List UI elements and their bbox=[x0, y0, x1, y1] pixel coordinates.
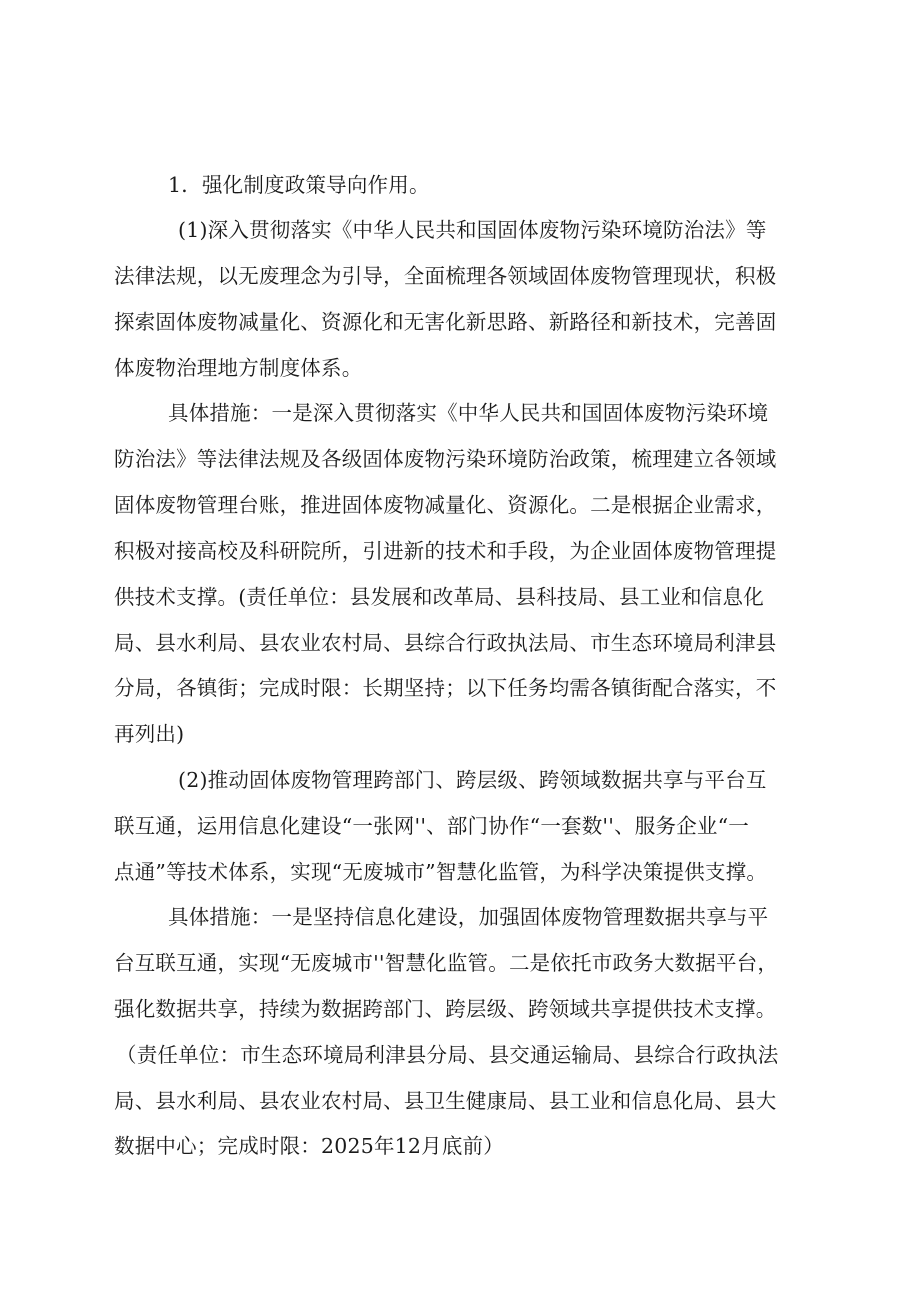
paragraph-line: 强化数据共享，持续为数据跨部门、跨层级、跨领域共享提供技术支撑。 bbox=[114, 997, 777, 1021]
paragraph-line: (2)推动固体废物管理跨部门、跨层级、跨领域数据共享与平台互 bbox=[178, 768, 767, 792]
paragraph-line: 联互通，运用信息化建设“一张网''、部门协作“一套数''、服务企业“一 bbox=[114, 814, 749, 838]
paragraph-line: 局、县水利局、县农业农村局、县卫生健康局、县工业和信息化局、县大 bbox=[114, 1089, 777, 1113]
paragraph-line: 法律法规，以无废理念为引导，全面梳理各领域固体废物管理现状，积极 bbox=[114, 264, 777, 288]
paragraph-line: 数据中心；完成时限：2025年12月底前） bbox=[114, 1134, 504, 1158]
section-heading: 1．强化制度政策导向作用。 bbox=[168, 173, 430, 197]
paragraph-line: 供技术支撑。(责任单位：县发展和改革局、县科技局、县工业和信息化 bbox=[114, 585, 764, 609]
paragraph-line: 具体措施：一是坚持信息化建设，加强固体废物管理数据共享与平 bbox=[168, 905, 769, 929]
paragraph-line: 具体措施：一是深入贯彻落实《中华人民共和国固体废物污染环境 bbox=[168, 401, 769, 425]
paragraph-line: 点通”等技术体系，实现“无废城市”智慧化监管，为科学决策提供支撑。 bbox=[114, 860, 768, 884]
paragraph-line: 台互联互通，实现“无废城市''智慧化监管。二是依托市政务大数据平台， bbox=[114, 951, 779, 975]
paragraph-line: 体废物治理地方制度体系。 bbox=[114, 356, 363, 380]
paragraph-line: 再列出) bbox=[114, 722, 185, 746]
paragraph-line: 分局，各镇街；完成时限：长期坚持；以下任务均需各镇街配合落实，不 bbox=[114, 676, 777, 700]
paragraph-line: 防治法》等法律法规及各级固体废物污染环境防治政策，梳理建立各领域 bbox=[114, 447, 777, 471]
paragraph-line: 探索固体废物减量化、资源化和无害化新思路、新路径和新技术，完善固 bbox=[114, 310, 777, 334]
paragraph-line: 积极对接高校及科研院所，引进新的技术和手段，为企业固体废物管理提 bbox=[114, 539, 777, 563]
paragraph-line: 局、县水利局、县农业农村局、县综合行政执法局、市生态环境局利津县 bbox=[114, 631, 777, 655]
paragraph-line: 固体废物管理台账，推进固体废物减量化、资源化。二是根据企业需求， bbox=[114, 493, 777, 517]
paragraph-line: （责任单位：市生态环境局利津县分局、县交通运输局、县综合行政执法 bbox=[116, 1043, 779, 1067]
paragraph-line: (1)深入贯彻落实《中华人民共和国固体废物污染环境防治法》等 bbox=[178, 218, 767, 242]
